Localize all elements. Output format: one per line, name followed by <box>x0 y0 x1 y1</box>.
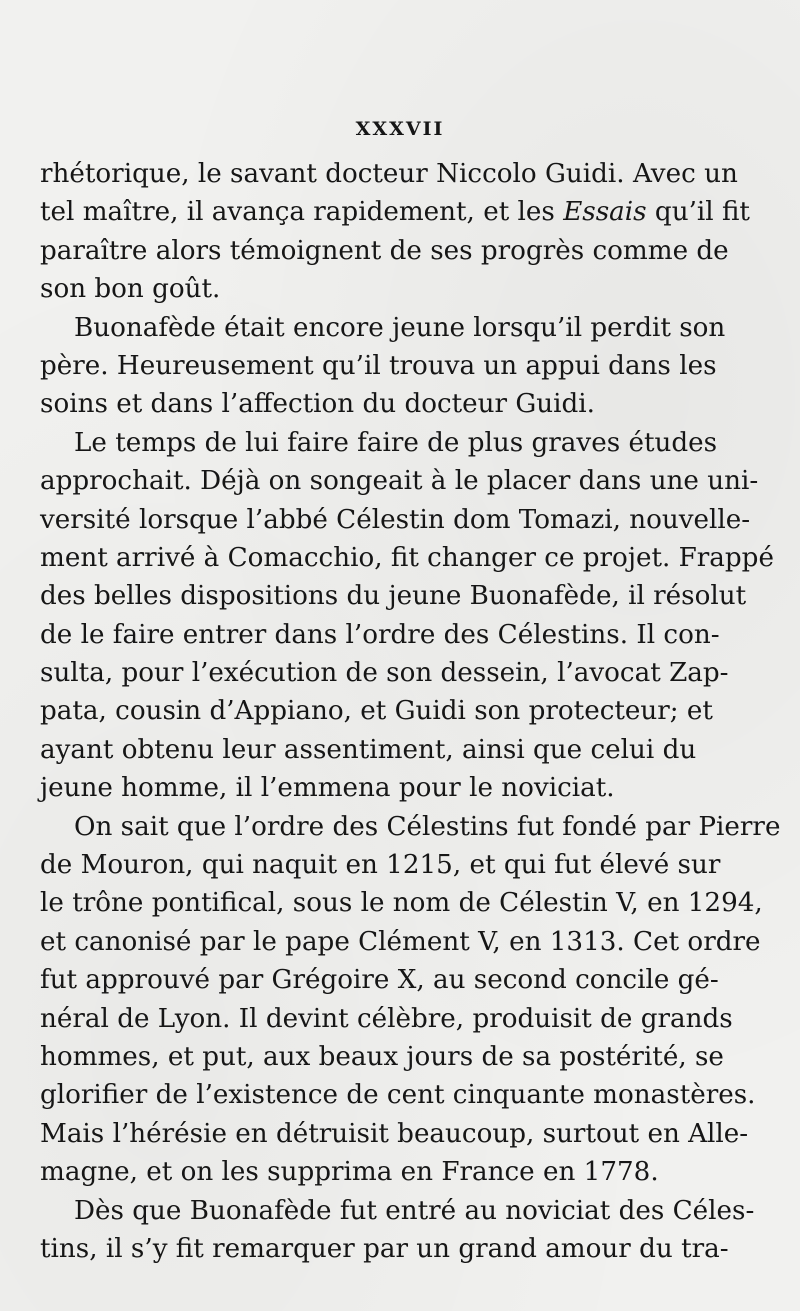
text-line: versité lorsque l’abbé Célestin dom Tomazi, nouvelle- <box>40 504 751 535</box>
text-line: des belles dispositions du jeune Buonafède, il résolut <box>40 581 747 612</box>
text-line: Le temps de lui faire faire de plus graves études <box>74 427 718 458</box>
body-text <box>40 155 781 1268</box>
text-line: jeune homme, il l’emmena pour le noviciat. <box>40 773 615 804</box>
text-line: pata, cousin d’Appiano, et Guidi son protecteur; et <box>40 696 713 727</box>
book-title-essais: Essais <box>563 197 647 228</box>
text-line: le trône pontifical, sous le nom de Célestin V, en 1294, <box>40 888 763 919</box>
text-line: de Mouron, qui naquit en 1215, et qui fut élevé sur <box>40 850 721 881</box>
paragraph-3 <box>40 424 774 808</box>
text-line: père. Heureusement qu’il trouva un appui dans les <box>40 350 717 381</box>
text-line: son bon goût. <box>40 274 221 305</box>
paragraph-5 <box>40 1192 755 1269</box>
text-line: rhétorique, le savant docteur Niccolo Guidi. Avec un <box>40 159 738 189</box>
text-line: On sait que l’ordre des Célestins fut fondé par Pierre <box>74 811 781 842</box>
text-line: Buonafède était encore jeune lorsqu’il perdit son <box>74 312 726 343</box>
text-line: paraître alors témoignent de ses progrès comme de <box>40 235 729 266</box>
text-line: soins et dans l’affection du docteur Guidi. <box>40 389 596 420</box>
text-line: ment arrivé à Comacchio, fit changer ce projet. Frappé <box>40 542 774 573</box>
text-line: tins, il s’y fit remarquer par un grand amour du tra- <box>40 1233 729 1264</box>
text-line: sulta, pour l’exécution de son dessein, l’avocat Zap- <box>40 658 729 689</box>
text-line: et canonisé par le pape Clément V, en 1313. Cet ordre <box>40 926 761 957</box>
text-line: tel maître, il avança rapidement, et les Essais qu’il fit <box>40 197 750 228</box>
text-line: magne, et on les supprima en France en 1778. <box>40 1157 659 1188</box>
text-line: Mais l’hérésie en détruisit beaucoup, surtout en Alle- <box>40 1118 749 1149</box>
text-line: Dès que Buonafède fut entré au noviciat des Céles- <box>74 1195 755 1226</box>
text-line: de le faire entrer dans l’ordre des Célestins. Il con- <box>40 619 720 650</box>
text-line: fut approuvé par Grégoire X, au second concile gé- <box>40 965 719 996</box>
text-line: ayant obtenu leur assentiment, ainsi que celui du <box>40 734 697 765</box>
text-line: glorifier de l’existence de cent cinquante monastères. <box>40 1080 756 1111</box>
page-number: XXXVII <box>355 118 445 140</box>
text-line: approchait. Déjà on songeait à le placer dans une uni- <box>40 466 759 497</box>
paragraph-4 <box>40 808 781 1192</box>
paragraph-2 <box>40 309 726 424</box>
paragraph-1 <box>40 155 750 309</box>
text-line: néral de Lyon. Il devint célèbre, produisit de grands <box>40 1003 733 1034</box>
text-line: hommes, et put, aux beaux jours de sa postérité, se <box>40 1041 724 1072</box>
